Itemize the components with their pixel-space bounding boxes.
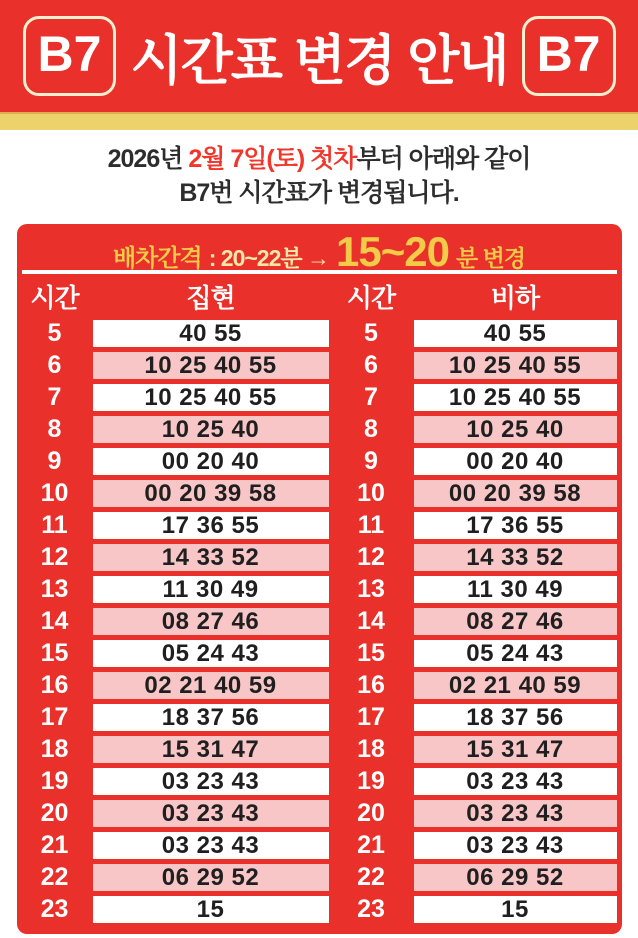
hour-cell-left: 10 xyxy=(22,480,88,507)
times-cell-jiphyeon: 15 xyxy=(93,896,329,923)
hour-cell-right: 15 xyxy=(334,640,409,667)
timetable-row xyxy=(22,384,617,411)
hour-cell-left: 11 xyxy=(22,512,88,539)
subtitle-line1-prefix: 2026년 xyxy=(107,145,189,173)
col-header-jiphyeon: 집현 xyxy=(93,278,329,315)
hour-cell-left: 12 xyxy=(22,544,88,571)
timetable-row xyxy=(22,896,617,923)
times-cell-jiphyeon: 03 23 43 xyxy=(93,800,329,827)
timetable-row xyxy=(22,608,617,635)
timetable-row xyxy=(22,640,617,667)
route-badge-right xyxy=(522,16,616,96)
timetable-row xyxy=(22,544,617,571)
times-cell-biha: 03 23 43 xyxy=(414,768,617,795)
hour-cell-right: 11 xyxy=(334,512,409,539)
times-cell-jiphyeon: 08 27 46 xyxy=(93,608,329,635)
times-cell-jiphyeon: 03 23 43 xyxy=(93,832,329,859)
hour-cell-right: 21 xyxy=(334,832,409,859)
timetable-row xyxy=(22,352,617,379)
subtitle-line-1 xyxy=(0,142,638,176)
hour-cell-right: 9 xyxy=(334,448,409,475)
subtitle-line-2: B7번 시간표가 변경됩니다. xyxy=(179,179,459,207)
times-cell-biha: 40 55 xyxy=(414,320,617,347)
times-cell-biha: 18 37 56 xyxy=(414,704,617,731)
hour-cell-right: 23 xyxy=(334,896,409,923)
interval-new-value: 15~20 xyxy=(336,228,449,275)
times-cell-jiphyeon: 14 33 52 xyxy=(93,544,329,571)
timetable-row xyxy=(22,416,617,443)
subtitle-line1-suffix: 부터 아래와 같이 xyxy=(356,145,531,173)
subtitle-block xyxy=(0,130,638,210)
times-cell-jiphyeon: 15 31 47 xyxy=(93,736,329,763)
hour-cell-left: 6 xyxy=(22,352,88,379)
header-banner xyxy=(0,0,638,112)
route-badge-left-label: B7 xyxy=(37,26,102,82)
times-cell-jiphyeon: 11 30 49 xyxy=(93,576,329,603)
timetable-rows xyxy=(22,320,617,923)
times-cell-jiphyeon: 02 21 40 59 xyxy=(93,672,329,699)
hour-cell-left: 16 xyxy=(22,672,88,699)
times-cell-biha: 15 xyxy=(414,896,617,923)
hour-cell-left: 19 xyxy=(22,768,88,795)
times-cell-biha: 11 30 49 xyxy=(414,576,617,603)
times-cell-biha: 17 36 55 xyxy=(414,512,617,539)
times-cell-biha: 10 25 40 55 xyxy=(414,352,617,379)
times-cell-jiphyeon: 40 55 xyxy=(93,320,329,347)
col-header-hour-right: 시간 xyxy=(334,278,409,315)
times-cell-jiphyeon: 10 25 40 xyxy=(93,416,329,443)
hour-cell-left: 18 xyxy=(22,736,88,763)
timetable-row xyxy=(22,800,617,827)
gold-divider-stripe xyxy=(0,112,638,130)
times-cell-biha: 05 24 43 xyxy=(414,640,617,667)
times-cell-jiphyeon: 00 20 39 58 xyxy=(93,480,329,507)
hour-cell-left: 7 xyxy=(22,384,88,411)
times-cell-jiphyeon: 05 24 43 xyxy=(93,640,329,667)
timetable-row xyxy=(22,864,617,891)
interval-label: 배차간격 xyxy=(112,245,202,272)
hour-cell-right: 20 xyxy=(334,800,409,827)
hour-cell-left: 17 xyxy=(22,704,88,731)
hour-cell-right: 6 xyxy=(334,352,409,379)
times-cell-biha: 06 29 52 xyxy=(414,864,617,891)
interval-old-value: : 20~22분 → xyxy=(208,245,329,271)
hour-cell-left: 15 xyxy=(22,640,88,667)
route-badge-right-label: B7 xyxy=(536,26,601,82)
timetable-row xyxy=(22,672,617,699)
timetable-header-row xyxy=(22,270,617,315)
times-cell-biha: 03 23 43 xyxy=(414,832,617,859)
hour-cell-right: 13 xyxy=(334,576,409,603)
hour-cell-right: 14 xyxy=(334,608,409,635)
times-cell-jiphyeon: 10 25 40 55 xyxy=(93,352,329,379)
hour-cell-right: 22 xyxy=(334,864,409,891)
timetable-row xyxy=(22,480,617,507)
col-header-hour-left: 시간 xyxy=(22,278,88,315)
hour-cell-left: 14 xyxy=(22,608,88,635)
hour-cell-right: 16 xyxy=(334,672,409,699)
hour-cell-right: 5 xyxy=(334,320,409,347)
subtitle-date-highlight: 2월 7일(토) 첫차 xyxy=(188,145,357,173)
times-cell-biha: 02 21 40 59 xyxy=(414,672,617,699)
hour-cell-left: 9 xyxy=(22,448,88,475)
times-cell-biha: 14 33 52 xyxy=(414,544,617,571)
timetable-row xyxy=(22,320,617,347)
times-cell-jiphyeon: 18 37 56 xyxy=(93,704,329,731)
times-cell-jiphyeon: 06 29 52 xyxy=(93,864,329,891)
col-header-biha: 비하 xyxy=(414,278,617,315)
hour-cell-right: 8 xyxy=(334,416,409,443)
hour-cell-left: 8 xyxy=(22,416,88,443)
times-cell-jiphyeon: 00 20 40 xyxy=(93,448,329,475)
hour-cell-right: 7 xyxy=(334,384,409,411)
hour-cell-left: 20 xyxy=(22,800,88,827)
times-cell-biha: 03 23 43 xyxy=(414,800,617,827)
hour-cell-right: 18 xyxy=(334,736,409,763)
timetable-row xyxy=(22,832,617,859)
interval-banner xyxy=(22,224,617,275)
times-cell-jiphyeon: 03 23 43 xyxy=(93,768,329,795)
timetable-row xyxy=(22,768,617,795)
timetable-row xyxy=(22,512,617,539)
hour-cell-right: 10 xyxy=(334,480,409,507)
hour-cell-right: 12 xyxy=(334,544,409,571)
interval-suffix: 분 변경 xyxy=(455,245,526,271)
timetable-row xyxy=(22,576,617,603)
timetable-row xyxy=(22,704,617,731)
hour-cell-left: 21 xyxy=(22,832,88,859)
hour-cell-left: 5 xyxy=(22,320,88,347)
times-cell-biha: 00 20 40 xyxy=(414,448,617,475)
hour-cell-left: 23 xyxy=(22,896,88,923)
route-badge-left xyxy=(23,16,117,96)
times-cell-biha: 08 27 46 xyxy=(414,608,617,635)
times-cell-biha: 10 25 40 55 xyxy=(414,384,617,411)
hour-cell-right: 17 xyxy=(334,704,409,731)
page-title: 시간표 변경 안내 xyxy=(130,30,508,91)
hour-cell-left: 22 xyxy=(22,864,88,891)
times-cell-jiphyeon: 17 36 55 xyxy=(93,512,329,539)
timetable-card xyxy=(17,224,622,934)
timetable-row xyxy=(22,448,617,475)
times-cell-biha: 00 20 39 58 xyxy=(414,480,617,507)
times-cell-jiphyeon: 10 25 40 55 xyxy=(93,384,329,411)
times-cell-biha: 15 31 47 xyxy=(414,736,617,763)
timetable-row xyxy=(22,736,617,763)
hour-cell-right: 19 xyxy=(334,768,409,795)
hour-cell-left: 13 xyxy=(22,576,88,603)
times-cell-biha: 10 25 40 xyxy=(414,416,617,443)
